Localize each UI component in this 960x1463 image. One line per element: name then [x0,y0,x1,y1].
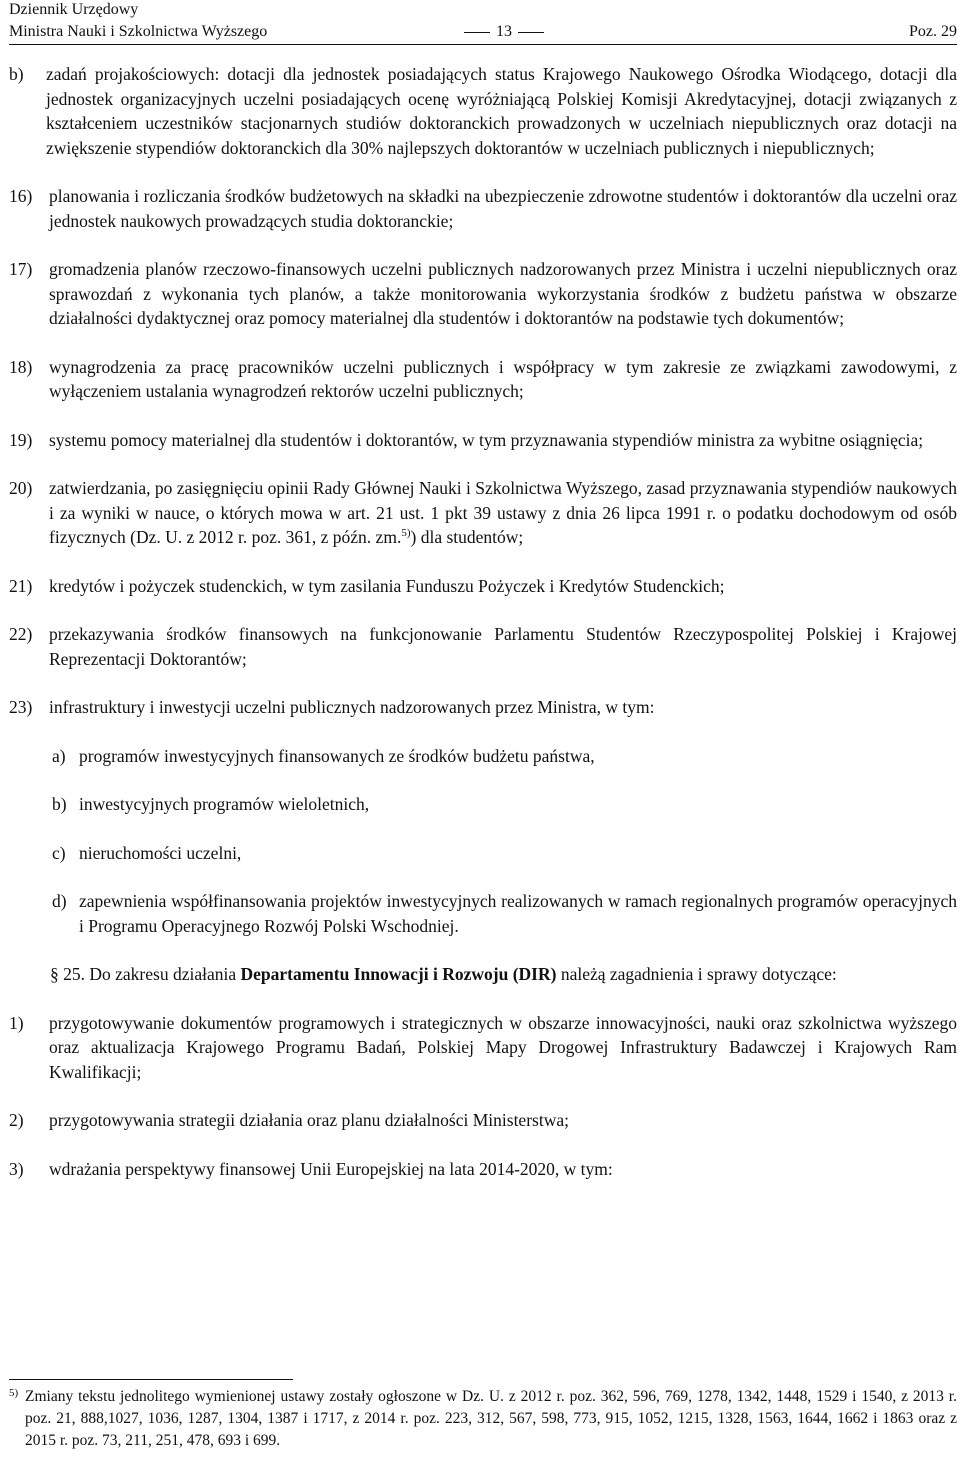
item-text: przekazywania środków finansowych na funkcjonowanie Parlamentu Studentów Rzeczypospolitej Polskiej i Krajowej Reprezentacji Doktorantów; [49,624,957,669]
section-25-item-3 [9,1157,957,1182]
item-text: planowania i rozliczania środków budżetowych na składki na ubezpieczenie zdrowotne studentów i doktorantów dla uczelni oraz jednostek naukowych prowadzących studia doktoranckie; [49,186,957,231]
position-number: Poz. 29 [909,23,957,40]
page-header [9,0,957,44]
footnote-divider [9,1379,293,1380]
item-text: zadań projakościowych: dotacji dla jednostek posiadających status Krajowego Naukowego Ośrodka Wiodącego, dotacji dla jednostek organizacyjnych uczelni posiadających ocenę wyróżniającą Polskiej Komisji Akredytacyjnej, dotacji związanych z kształceniem uczestników stacjonarnych studiów doktoranckich prowadzonych w uczelniach niepublicznych oraz dotacji na zwiększenie stypendiów doktoranckich dla 30% najlepszych doktorantów w uczelniach publicznych i niepublicznych; [46,64,957,158]
document-body [9,62,957,1205]
section-25-intro [9,962,957,987]
sub-item-text: programów inwestycyjnych finansowanych ze środków budżetu państwa, [79,745,595,766]
item-text: przygotowywanie dokumentów programowych i strategicznych w obszarze innowacyjności, nauki oraz szkolnictwa wyższego oraz aktualizacja Krajowego Programu Badań, Polskiej Mapy Drogowej Infrastruktury Badawczej i Krajowych Ram Kwalifikacji; [49,1012,957,1082]
list-item-17 [9,257,957,331]
dash-left [464,32,490,33]
department-name: Departamentu Innowacji i Rozwoju (DIR) [240,964,557,984]
item-text: zatwierdzania, po zasięgnięciu opinii Rady Głównej Nauki i Szkolnictwa Wyższego, zasad przyznawania stypendiów naukowych i za wyniki w nauce, o których mowa w art. 21 ust. 1 pkt 39 ustawy z dnia 26 lipca 1991 r. o podatku dochodowym od osób fizycznych (Dz. U. z 2012 r. poz. 361, z późn. zm. [49,478,957,547]
item-text-end: ) dla studentów; [410,527,524,547]
sub-item-b [9,792,957,817]
dash-right [518,32,544,33]
ministry-name: Ministra Nauki i Szkolnictwa Wyższego [9,23,268,40]
item-text: wynagrodzenia za pracę pracowników uczelni publicznych i współpracy w tym zakresie ze związkami zawodowymi, z wyłączeniem ustalania wynagrodzeń rektorów uczelni publicznych; [49,356,957,401]
item-text: systemu pomocy materialnej dla studentów i doktorantów, w tym przyznawania stypendiów ministra za wybitne osiągnięcia; [49,429,924,450]
page-number [458,22,550,42]
list-item-19 [9,428,957,453]
sub-item-c [9,841,957,866]
journal-title: Dziennik Urzędowy [9,1,139,18]
footnote-number: 5) [9,1387,19,1399]
sub-item-letter: b) [52,794,67,814]
list-item-22 [9,622,957,671]
item-number: 21) [9,575,33,596]
item-number: 23) [9,697,33,717]
footnote [9,1386,957,1452]
section-25-item-1 [9,1011,957,1085]
item-number: 20) [9,478,33,498]
list-item-20 [9,476,957,550]
section-intro-rest: należą zagadnienia i sprawy dotyczące: [560,964,837,984]
section-number: § 25. [50,964,85,984]
page-number-value: 13 [496,23,512,40]
sub-item-letter: c) [52,842,66,863]
sub-item-letter: a) [52,745,66,766]
item-number: 3) [9,1158,24,1179]
item-text: gromadzenia planów rzeczowo-finansowych uczelni publicznych nadzorowanych przez Ministra i uczelni niepublicznych oraz sprawozdań z wykonania tych planów, a także monitorowania wykorzystania środków z budżetu państwa w obszarze działalności dydaktycznej oraz pomocy materialnej dla studentów i doktorantów na podstawie tych dokumentów; [49,259,957,328]
footnote-reference[interactable]: 5) [401,527,411,540]
item-number: 18) [9,356,33,377]
list-item-21 [9,574,957,599]
item-number: 19) [9,429,33,450]
item-number: 16) [9,186,33,206]
item-text: kredytów i pożyczek studenckich, w tym zasilania Funduszu Pożyczek i Kredytów Studenckich; [49,575,725,596]
item-text: infrastruktury i inwestycji uczelni publicznych nadzorowanych przez Ministra, w tym: [49,697,655,717]
item-number: 17) [9,259,33,279]
item-number: 22) [9,624,33,644]
item-number: 2) [9,1110,24,1130]
list-item-16 [9,184,957,233]
list-item-18 [9,355,957,404]
sub-item-text: nieruchomości uczelni, [79,842,242,863]
item-number: 1) [9,1012,24,1033]
item-text: wdrażania perspektywy finansowej Unii Europejskiej na lata 2014-2020, w tym: [49,1158,613,1179]
item-number: b) [9,64,24,84]
sub-item-a [9,744,957,769]
footnote-text: Zmiany tekstu jednolitego wymienionej ustawy zostały ogłoszone w Dz. U. z 2012 r. poz. 362, 596, 769, 1278, 1342, 1448, 1529 i 1540, z 2013 r. poz. 21, 888,1027, 1036, 1287, 1304, 1387 i 1717, z 2014 r. poz. 223, 312, 567, 598, 773, 915, 1052, 1215, 1328, 1563, 1644, 1662 i 1863 oraz z 2015 r. poz. 73, 211, 251, 478, 693 i 699. [25,1388,957,1449]
header-divider [9,44,957,45]
sub-item-letter: d) [52,891,67,911]
item-text: przygotowywania strategii działania oraz planu działalności Ministerstwa; [49,1110,569,1130]
list-item-b [9,62,957,160]
sub-item-d [9,889,957,938]
section-25-item-2 [9,1108,957,1133]
sub-item-text: zapewnienia współfinansowania projektów inwestycyjnych realizowanych w ramach regionalnych programów operacyjnych i Programu Operacyjnego Rozwój Polski Wschodniej. [79,891,957,936]
sub-item-text: inwestycyjnych programów wieloletnich, [79,794,370,814]
list-item-23 [9,695,957,720]
section-intro-text: Do zakresu działania [89,964,237,984]
